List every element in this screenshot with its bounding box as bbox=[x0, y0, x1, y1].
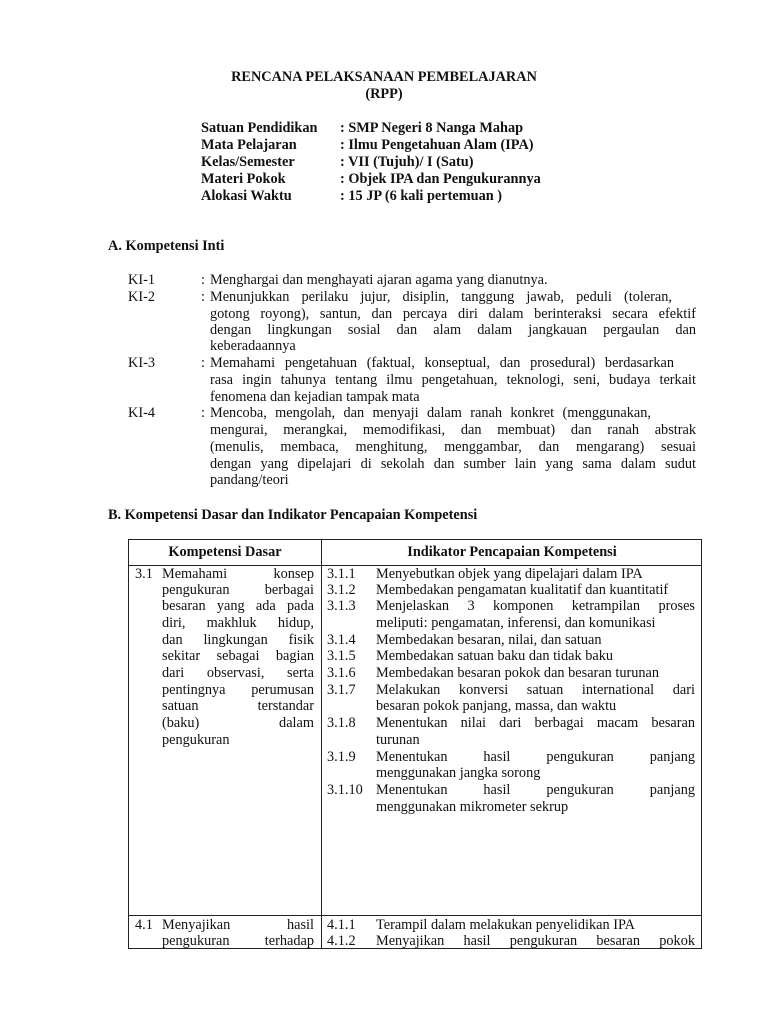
indicator-code: 3.1.9 bbox=[327, 749, 356, 765]
ki-desc-line: (menulis, membaca, menghitung, menggambar, dan mengarang) sesuai bbox=[210, 439, 696, 455]
competency-table bbox=[128, 539, 702, 949]
ki-desc-line: fenomena dan kejadian tampak mata bbox=[210, 389, 420, 405]
identity-label-satuan-pendidikan: Satuan Pendidikan bbox=[201, 120, 318, 136]
ki-desc-line: Mencoba, mengolah, dan menyaji dalam ranah konkret (menggunakan, bbox=[210, 405, 651, 421]
indicator-code: 3.1.7 bbox=[327, 682, 356, 698]
indicator-line: Menentukan nilai dari berbagai macam besaran bbox=[376, 715, 695, 731]
indicator-line: Membedakan besaran pokok dan besaran turunan bbox=[376, 665, 660, 681]
ki-desc-line: gotong royong), santun, dan percaya diri dalam berinteraksi secara efektif bbox=[210, 306, 696, 322]
indicator-line: Menjelaskan 3 komponen ketrampilan proses bbox=[376, 598, 695, 614]
indicator-line: menggunakan mikrometer sekrup bbox=[376, 799, 569, 815]
kd-line: (baku) dalam bbox=[162, 715, 314, 731]
kd-line: pentingnya perumusan bbox=[162, 682, 314, 698]
document-title: RENCANA PELAKSANAAN PEMBELAJARAN bbox=[231, 69, 537, 85]
ki-colon: : bbox=[201, 405, 205, 421]
indicator-code: 3.1.1 bbox=[327, 566, 356, 582]
identity-value-alokasi-waktu: : 15 JP (6 kali pertemuan ) bbox=[340, 188, 503, 204]
identity-value-satuan-pendidikan: : SMP Negeri 8 Nanga Mahap bbox=[340, 120, 524, 136]
section-b-heading: B. Kompetensi Dasar dan Indikator Pencapaian Kompetensi bbox=[108, 507, 478, 523]
ki-desc-line: Memahami pengetahuan (faktual, konseptual, dan prosedural) berdasarkan bbox=[210, 355, 674, 371]
indicator-code: 3.1.3 bbox=[327, 598, 356, 614]
ki-desc-line: Menunjukkan perilaku jujur, disiplin, tanggung jawab, peduli (toleran, bbox=[210, 289, 672, 305]
indicator-line: Menyajikan hasil pengukuran besaran pokok bbox=[376, 933, 695, 949]
document-subtitle: (RPP) bbox=[365, 86, 403, 102]
identity-value-materi-pokok: : Objek IPA dan Pengukurannya bbox=[340, 171, 541, 187]
kd-line: dan lingkungan fisik bbox=[162, 632, 314, 648]
ki-desc-line: rasa ingin tahunya tentang ilmu pengetahuan, teknologi, seni, budaya terkait bbox=[210, 372, 696, 388]
header-kompetensi-dasar: Kompetensi Dasar bbox=[168, 544, 282, 560]
kd-number: 4.1 bbox=[135, 917, 153, 933]
ki-colon: : bbox=[201, 355, 205, 371]
indicator-code: 3.1.8 bbox=[327, 715, 356, 731]
indicator-line: menggunakan jangka sorong bbox=[376, 765, 541, 781]
ki-code: KI-4 bbox=[128, 405, 155, 421]
identity-label-materi-pokok: Materi Pokok bbox=[201, 171, 286, 187]
indicator-line: besaran pokok panjang, massa, dan waktu bbox=[376, 698, 617, 714]
indicator-code: 3.1.5 bbox=[327, 648, 356, 664]
kd-line: satuan terstandar bbox=[162, 698, 314, 714]
ki-desc-line: pandang/teori bbox=[210, 472, 289, 488]
indicator-line: Terampil dalam melakukan penyelidikan IPA bbox=[376, 917, 635, 933]
kd-line: pengukuran terhadap bbox=[162, 933, 314, 949]
ki-colon: : bbox=[201, 272, 205, 288]
kd-line: Memahami konsep bbox=[162, 566, 314, 582]
kd-line: dari observasi, serta bbox=[162, 665, 314, 681]
kd-line: diri, makhluk hidup, bbox=[162, 615, 314, 631]
indicator-code: 3.1.10 bbox=[327, 782, 363, 798]
indicator-line: Melakukan konversi satuan international dari bbox=[376, 682, 695, 698]
ki-code: KI-1 bbox=[128, 272, 155, 288]
ki-desc-line: keberadaannya bbox=[210, 338, 296, 354]
indicator-line: meliputi: pengamatan, inferensi, dan komunikasi bbox=[376, 615, 656, 631]
indicator-code: 3.1.2 bbox=[327, 582, 356, 598]
indicator-line: turunan bbox=[376, 732, 420, 748]
kd-line: sekitar sebagai bagian bbox=[162, 648, 314, 664]
indicator-code: 3.1.6 bbox=[327, 665, 356, 681]
indicator-line: Menentukan hasil pengukuran panjang bbox=[376, 782, 695, 798]
column-divider bbox=[321, 540, 322, 948]
indicator-line: Menentukan hasil pengukuran panjang bbox=[376, 749, 695, 765]
ki-code: KI-2 bbox=[128, 289, 155, 305]
kd-line: Menyajikan hasil bbox=[162, 917, 314, 933]
identity-label-kelas-semester: Kelas/Semester bbox=[201, 154, 295, 170]
identity-label-mata-pelajaran: Mata Pelajaran bbox=[201, 137, 297, 153]
kd-line: pengukuran bbox=[162, 732, 230, 748]
row-divider bbox=[129, 915, 701, 916]
kd-line: besaran yang ada pada bbox=[162, 598, 314, 614]
indicator-line: Menyebutkan objek yang dipelajari dalam IPA bbox=[376, 566, 643, 582]
section-a-heading: A. Kompetensi Inti bbox=[108, 238, 225, 254]
indicator-line: Membedakan pengamatan kualitatif dan kuantitatif bbox=[376, 582, 669, 598]
identity-label-alokasi-waktu: Alokasi Waktu bbox=[201, 188, 292, 204]
ki-desc-line: dengan yang dipelajari di sekolah dan sumber lain yang sama dalam sudut bbox=[210, 456, 696, 472]
kd-number: 3.1 bbox=[135, 566, 153, 582]
ki-desc-line: mengurai, merangkai, memodifikasi, dan membuat) dan ranah abstrak bbox=[210, 422, 696, 438]
kd-line: pengukuran berbagai bbox=[162, 582, 314, 598]
indicator-code: 3.1.4 bbox=[327, 632, 356, 648]
ki-desc-line: dengan lingkungan sosial dan alam dalam jangkauan pergaulan dan bbox=[210, 322, 696, 338]
identity-value-kelas-semester: : VII (Tujuh)/ I (Satu) bbox=[340, 154, 474, 170]
indicator-line: Membedakan besaran, nilai, dan satuan bbox=[376, 632, 602, 648]
identity-value-mata-pelajaran: : Ilmu Pengetahuan Alam (IPA) bbox=[340, 137, 534, 153]
indicator-code: 4.1.2 bbox=[327, 933, 356, 949]
indicator-code: 4.1.1 bbox=[327, 917, 356, 933]
indicator-line: Membedakan satuan baku dan tidak baku bbox=[376, 648, 614, 664]
header-indikator: Indikator Pencapaian Kompetensi bbox=[407, 544, 617, 560]
ki-colon: : bbox=[201, 289, 205, 305]
ki-code: KI-3 bbox=[128, 355, 155, 371]
ki-desc-line: Menghargai dan menghayati ajaran agama yang dianutnya. bbox=[210, 272, 548, 288]
